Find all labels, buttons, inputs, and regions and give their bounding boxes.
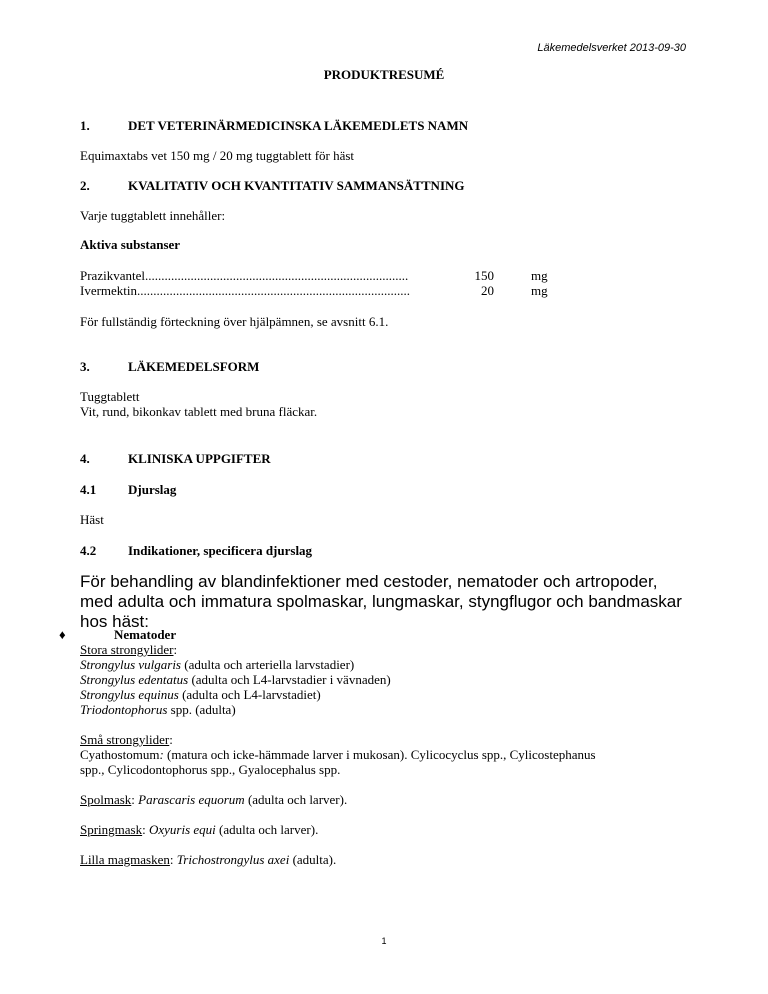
section-4-1-heading: Djurslag <box>128 482 177 497</box>
leader-dots: .................................................................................... <box>137 283 411 298</box>
species-name: Oxyuris equi <box>149 822 216 837</box>
species-name: Trichostrongylus axei <box>176 852 290 867</box>
bullet-icon: ♦ <box>59 627 66 642</box>
substance-name: Prazikvantel <box>80 268 145 283</box>
species-desc: (adulta och arteriella larvstadier) <box>181 657 355 672</box>
colon: : <box>169 732 173 747</box>
section-3-heading: LÄKEMEDELSFORM <box>128 359 260 374</box>
period: . <box>315 822 319 837</box>
species-desc: (adulta och L4-larvstadiet) <box>178 687 321 702</box>
separator: : <box>131 792 139 807</box>
section-4-2-number: 4.2 <box>80 543 97 558</box>
species-desc: (adulta och larver) <box>244 792 344 807</box>
period: . <box>332 852 337 867</box>
species-name: Strongylus vulgaris <box>80 657 181 672</box>
section-4-heading: KLINISKA UPPGIFTER <box>128 451 271 466</box>
substance-name: Ivermektin <box>80 283 138 298</box>
indications-lead: För behandling av blandinfektioner med cestoder, nematoder och artropoder, med adulta och immatura spolmaskar, lungmaskar, styngflugor och bandmaskar hos häst: <box>80 572 682 631</box>
species-line <box>80 687 321 702</box>
leader-dots: ................................................................................. <box>144 268 409 283</box>
species-desc: (adulta och larver) <box>215 822 316 837</box>
section-1-number: 1. <box>80 118 90 133</box>
small-strongyles-line1 <box>80 747 596 762</box>
substance-row-prazikvantel <box>80 268 452 283</box>
excipients-note: För fullständig förteckning över hjälpämnen, se avsnitt 6.1. <box>80 314 389 329</box>
substance-unit: mg <box>531 268 548 283</box>
species-name: Triodontophorus <box>80 702 168 717</box>
small-strongyles-line2: spp., Cylicodontophorus spp., Gyalocephalus spp. <box>80 762 341 777</box>
substance-value: 20 <box>481 283 494 298</box>
section-1-heading: DET VETERINÄRMEDICINSKA LÄKEMEDLETS NAMN <box>128 118 469 133</box>
separator: : <box>169 852 177 867</box>
section-4-1-number: 4.1 <box>80 482 97 497</box>
species-line <box>80 657 354 672</box>
roundworm-label: Spolmask <box>80 792 132 807</box>
colon: : <box>159 747 164 762</box>
tablet-description: Vit, rund, bikonkav tablett med bruna fläckar. <box>80 404 318 419</box>
stomach-worm-label: Lilla magmasken <box>80 852 170 867</box>
separator: : <box>142 822 149 837</box>
species-name: Parascaris equorum <box>138 792 245 807</box>
period: . <box>343 792 348 807</box>
target-species: Häst <box>80 512 104 527</box>
genus-desc: (matura och icke-hämmade larver i mukosan). Cylicocyclus spp., Cylicostephanus <box>163 747 596 762</box>
section-4-2-heading: Indikationer, specificera djurslag <box>128 543 313 558</box>
section-2-number: 2. <box>80 178 90 193</box>
active-substances-heading: Aktiva substanser <box>80 237 181 252</box>
section-3-number: 3. <box>80 359 90 374</box>
species-line <box>80 702 236 717</box>
composition-intro: Varje tuggtablett innehåller: <box>80 208 226 223</box>
nematodes-heading: Nematoder <box>114 627 177 642</box>
substance-value: 150 <box>474 268 494 283</box>
substance-row-ivermektin <box>80 283 452 298</box>
genus-name: Cyathostomum <box>80 747 160 762</box>
document-title: PRODUKTRESUMÉ <box>323 67 445 82</box>
species-desc: (adulta och L4-larvstadier i vävnaden) <box>188 672 391 687</box>
pinworm-label: Springmask <box>80 822 143 837</box>
section-2-heading: KVALITATIV OCH KVANTITATIV SAMMANSÄTTNING <box>128 178 465 193</box>
small-strongyles-title: Små strongylider <box>80 732 170 747</box>
colon: : <box>173 642 178 657</box>
species-name: Strongylus equinus <box>80 687 179 702</box>
small-strongyles-label <box>80 732 173 747</box>
large-strongyles-title: Stora strongylider <box>80 642 174 657</box>
species-desc: (adulta) <box>289 852 333 867</box>
dosage-form: Tuggtablett <box>80 389 140 404</box>
section-4-number: 4. <box>80 451 90 466</box>
pinworm-line <box>80 822 318 837</box>
document-header: Läkemedelsverket 2013-09-30 <box>537 42 686 54</box>
species-desc: spp. (adulta) <box>167 702 236 717</box>
species-line <box>80 672 391 687</box>
species-name: Strongylus edentatus <box>80 672 189 687</box>
substance-unit: mg <box>531 283 548 298</box>
large-strongyles-label <box>80 642 177 657</box>
stomach-worm-line <box>80 852 336 867</box>
page-number: 1 <box>381 936 387 946</box>
roundworm-line <box>80 792 347 807</box>
product-name: Equimaxtabs vet 150 mg / 20 mg tuggtablett för häst <box>80 148 355 163</box>
